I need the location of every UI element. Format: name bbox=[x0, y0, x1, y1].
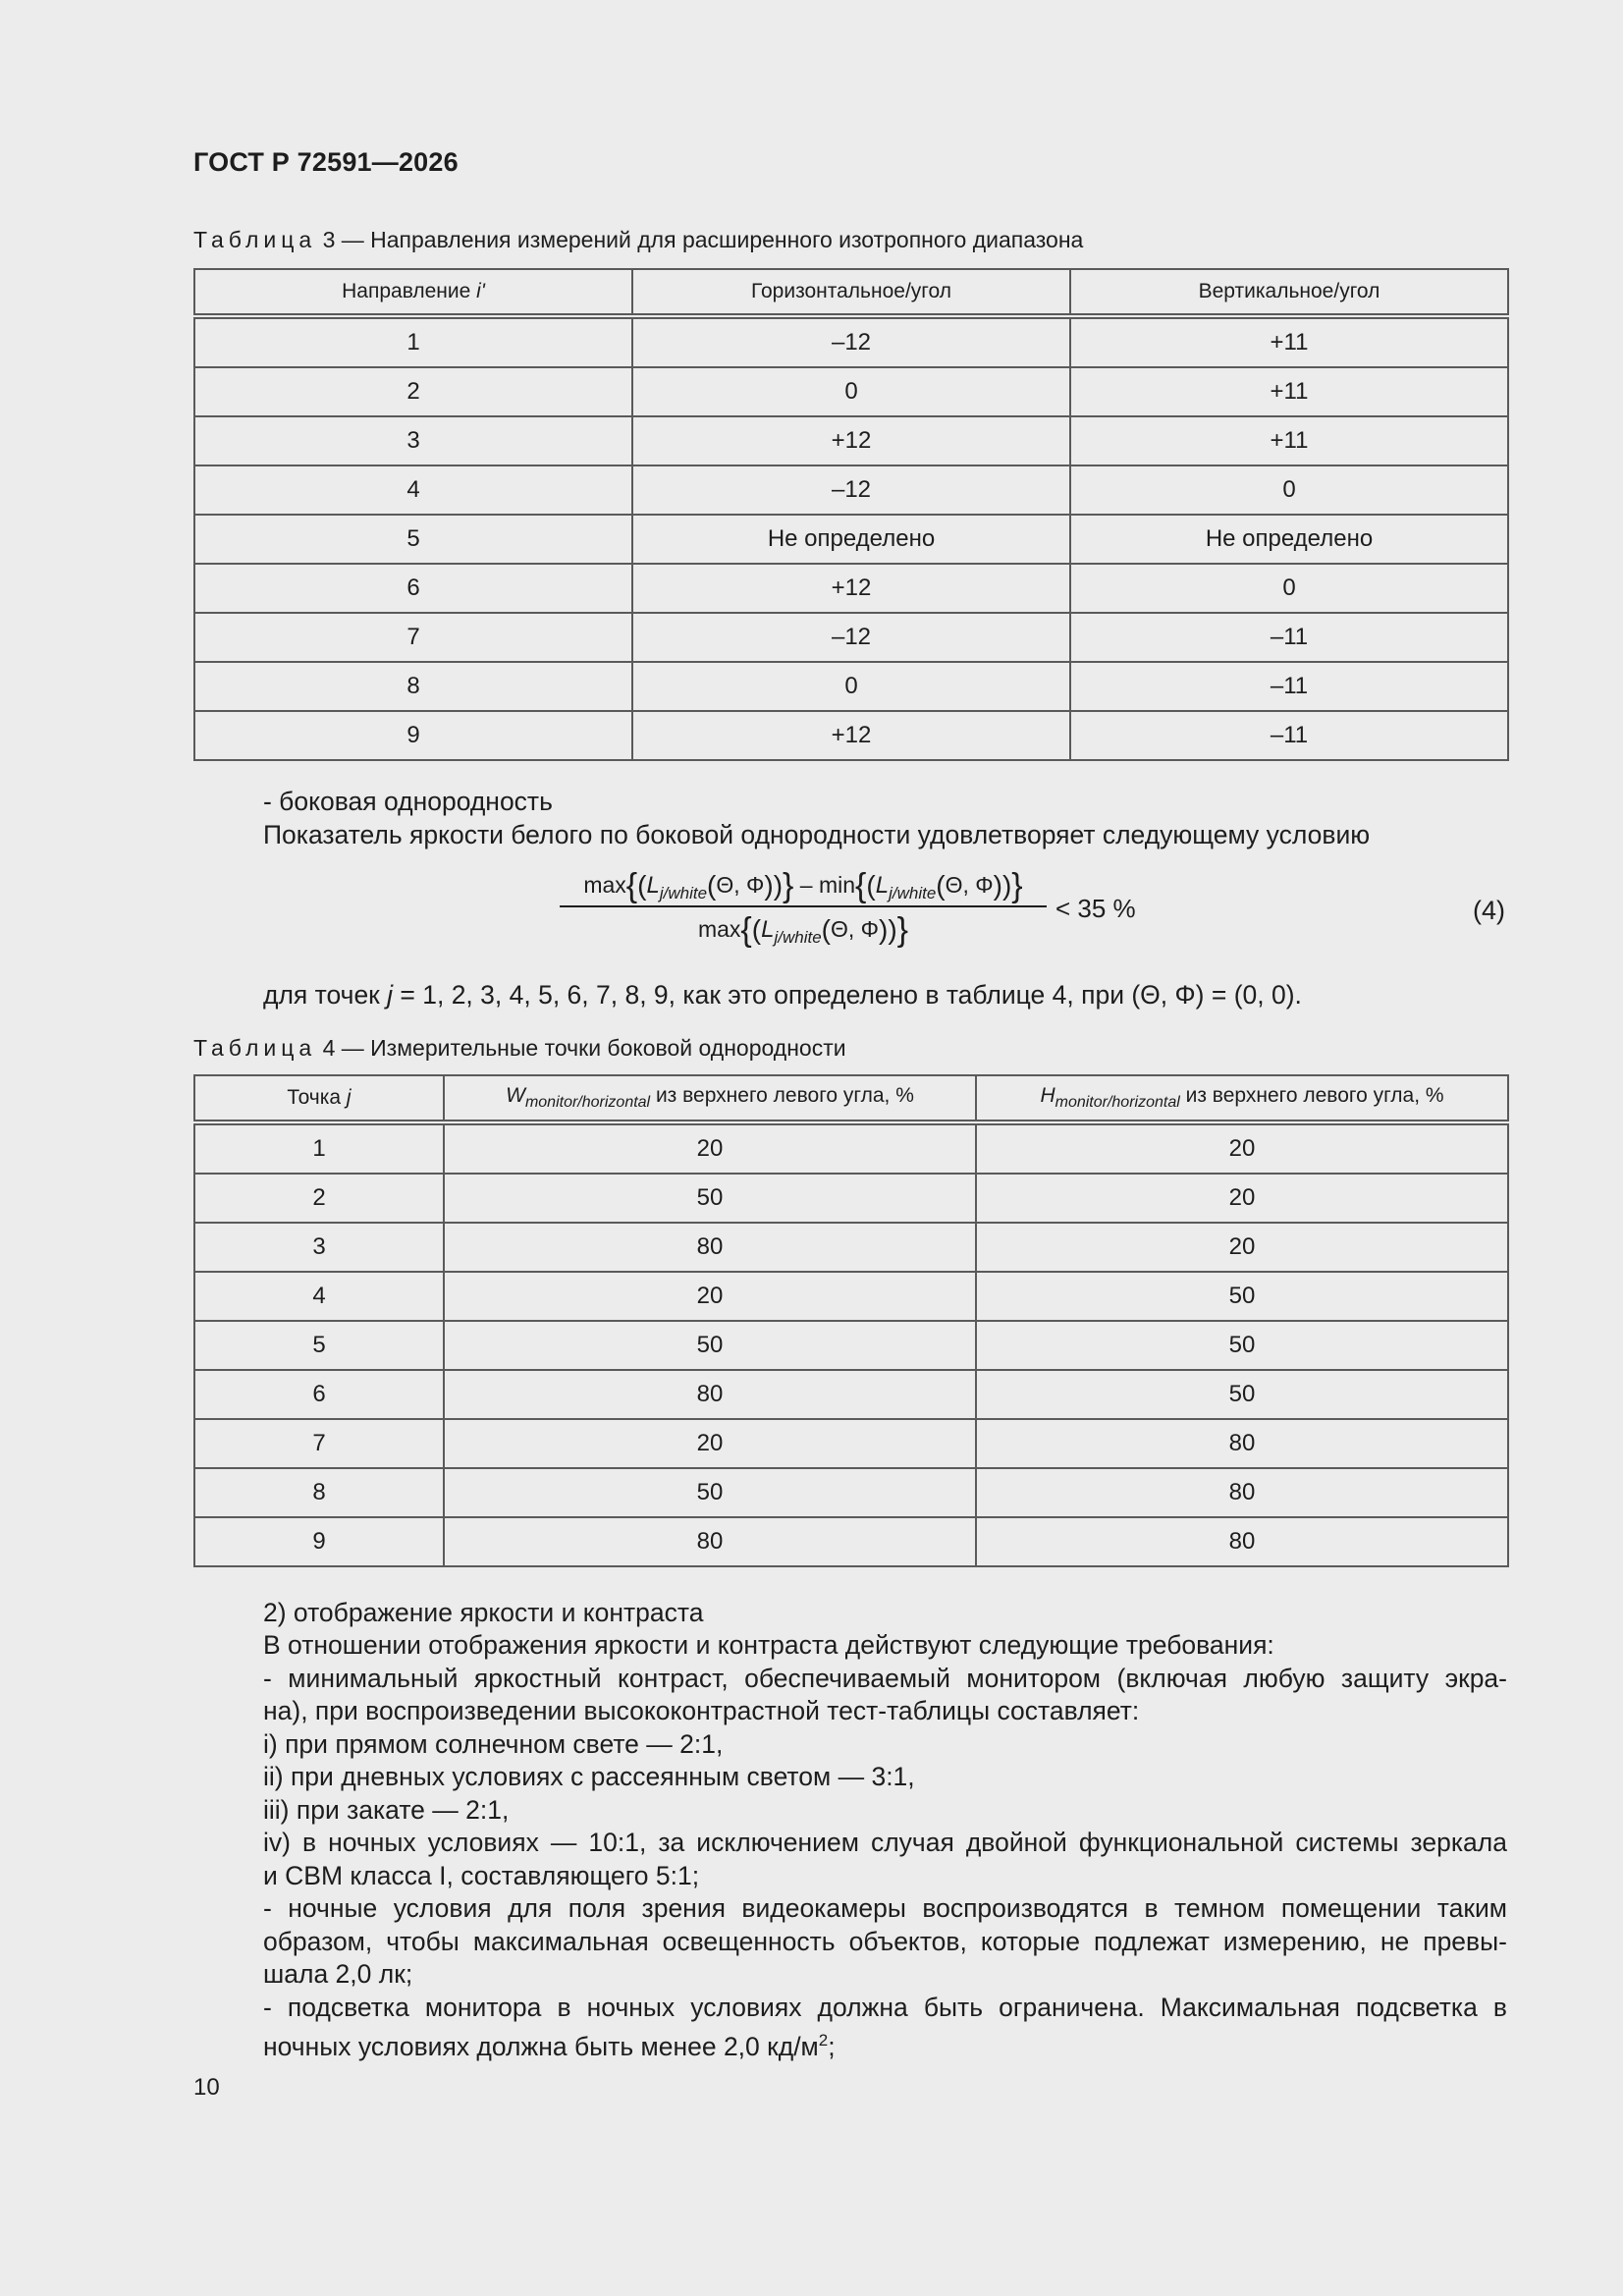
contrast-paragraph-2-line-2: образом, чтобы максимальная освещенность объектов, которые подлежат измерению, не превы- bbox=[263, 1927, 1507, 1956]
table-cell: 80 bbox=[444, 1517, 976, 1566]
contrast-item-iv-line-2: и СВМ класса I, составляющего 5:1; bbox=[263, 1861, 700, 1890]
table-cell: 20 bbox=[976, 1122, 1508, 1174]
table-cell: 20 bbox=[976, 1223, 1508, 1272]
table-cell: 0 bbox=[1070, 465, 1508, 515]
formula-fraction bbox=[558, 864, 1049, 951]
table-row bbox=[194, 1468, 1508, 1517]
table3-header-row bbox=[194, 269, 1508, 316]
table-cell: 1 bbox=[194, 1122, 444, 1174]
table-cell: +11 bbox=[1070, 416, 1508, 465]
lateral-uniformity-intro: Показатель яркости белого по боковой однородности удовлетворяет следующему условию bbox=[263, 820, 1371, 849]
table-row bbox=[194, 564, 1508, 613]
table-row bbox=[194, 515, 1508, 564]
contrast-paragraph-1-line-2: на), при воспроизведении высококонтрастной тест-таблицы составляет: bbox=[263, 1696, 1140, 1725]
table-cell: 80 bbox=[976, 1517, 1508, 1566]
table-cell: 80 bbox=[444, 1370, 976, 1419]
contrast-heading: 2) отображение яркости и контраста bbox=[263, 1598, 704, 1627]
lateral-uniformity-item: - боковая однородность bbox=[263, 787, 553, 816]
table-cell: Не определено bbox=[632, 515, 1070, 564]
table-cell: 5 bbox=[194, 1321, 444, 1370]
table-cell: –11 bbox=[1070, 711, 1508, 760]
table-row bbox=[194, 662, 1508, 711]
table-cell: 7 bbox=[194, 613, 632, 662]
table-row bbox=[194, 367, 1508, 416]
table-row bbox=[194, 613, 1508, 662]
table-cell: 0 bbox=[632, 367, 1070, 416]
table-cell: 20 bbox=[976, 1174, 1508, 1223]
contrast-paragraph-1-line-1: - минимальный яркостный контраст, обеспечиваемый монитором (включая любую защиту экра- bbox=[263, 1664, 1507, 1693]
table-cell: 50 bbox=[444, 1174, 976, 1223]
table-cell: 1 bbox=[194, 316, 632, 367]
table-cell: 80 bbox=[444, 1223, 976, 1272]
table-cell: –12 bbox=[632, 465, 1070, 515]
table3-header-horizontal: Горизонтальное/угол bbox=[632, 269, 1070, 316]
contrast-item-ii: ii) при дневных условиях с рассеянным светом — 3:1, bbox=[263, 1762, 915, 1791]
table-row bbox=[194, 1370, 1508, 1419]
table3-header-vertical: Вертикальное/угол bbox=[1070, 269, 1508, 316]
table3-header-direction: Направление i' bbox=[194, 269, 632, 316]
table-cell: 0 bbox=[632, 662, 1070, 711]
table4-header-point: Точка j bbox=[194, 1075, 444, 1122]
table-cell: 20 bbox=[444, 1419, 976, 1468]
table-row bbox=[194, 465, 1508, 515]
table3-caption-text: 3 — Направления измерений для расширенного изотропного диапазона bbox=[322, 227, 1084, 252]
table-cell: 0 bbox=[1070, 564, 1508, 613]
table-cell: 7 bbox=[194, 1419, 444, 1468]
table-row bbox=[194, 416, 1508, 465]
table-cell: 4 bbox=[194, 465, 632, 515]
table-row bbox=[194, 1419, 1508, 1468]
lateral-uniformity-points: для точек j = 1, 2, 3, 4, 5, 6, 7, 8, 9, как это определено в таблице 4, при (Θ, Φ) = (0, 0). bbox=[263, 980, 1302, 1010]
table-cell: 2 bbox=[194, 367, 632, 416]
contrast-item-iii: iii) при закате — 2:1, bbox=[263, 1795, 510, 1825]
table4-caption bbox=[193, 1035, 846, 1062]
table4-caption-prefix: Таблица bbox=[193, 1035, 317, 1061]
table-cell: Не определено bbox=[1070, 515, 1508, 564]
table-cell: 6 bbox=[194, 564, 632, 613]
table4-header-row bbox=[194, 1075, 1508, 1122]
contrast-paragraph-3-line-2: ночных условиях должна быть менее 2,0 $кд/м^2$; bbox=[263, 2031, 836, 2061]
table-row bbox=[194, 711, 1508, 760]
table3-caption-prefix: Таблица bbox=[193, 227, 317, 252]
table4 bbox=[193, 1074, 1509, 1567]
contrast-paragraph-2-line-1: - ночные условия для поля зрения видеокамеры воспроизводятся в темном помещении таким bbox=[263, 1893, 1507, 1923]
table-cell: 80 bbox=[976, 1419, 1508, 1468]
table-cell: 50 bbox=[444, 1321, 976, 1370]
table-cell: 2 bbox=[194, 1174, 444, 1223]
table-cell: +12 bbox=[632, 711, 1070, 760]
table-cell: –12 bbox=[632, 613, 1070, 662]
table-cell: 50 bbox=[976, 1272, 1508, 1321]
table-cell: 50 bbox=[976, 1321, 1508, 1370]
table-row bbox=[194, 1517, 1508, 1566]
table-cell: 8 bbox=[194, 1468, 444, 1517]
table-row bbox=[194, 1223, 1508, 1272]
formula-denominator: $\max\{(L_{j/white}(\Theta$, Φ))} bbox=[697, 911, 909, 949]
contrast-paragraph-3-line-1: - подсветка монитора в ночных условиях должна быть ограничена. Максимальная подсветка в bbox=[263, 1993, 1507, 2022]
formula-number: (4) bbox=[1473, 896, 1505, 925]
table-cell: 3 bbox=[194, 416, 632, 465]
table-cell: 3 bbox=[194, 1223, 444, 1272]
table-cell: +12 bbox=[632, 564, 1070, 613]
table-cell: +11 bbox=[1070, 367, 1508, 416]
table-cell: +12 bbox=[632, 416, 1070, 465]
contrast-item-i: i) при прямом солнечном свете — 2:1, bbox=[263, 1729, 724, 1759]
table-cell: 6 bbox=[194, 1370, 444, 1419]
table-cell: 20 bbox=[444, 1272, 976, 1321]
table-row bbox=[194, 1174, 1508, 1223]
table-cell: 80 bbox=[976, 1468, 1508, 1517]
table4-header-width: $W_{monitor/horizontal}$ из верхнего левого угла, % bbox=[444, 1075, 976, 1122]
contrast-item-iv-line-1: iv) в ночных условиях — 10:1, за исключением случая двойной функциональной системы зеркала bbox=[263, 1828, 1507, 1857]
contrast-intro: В отношении отображения яркости и контраста действуют следующие требования: bbox=[263, 1630, 1274, 1660]
document-code: ГОСТ Р 72591—2026 bbox=[193, 147, 459, 177]
table-cell: 8 bbox=[194, 662, 632, 711]
table-cell: –11 bbox=[1070, 613, 1508, 662]
page-number: 10 bbox=[193, 2074, 220, 2101]
table3-caption bbox=[193, 227, 1083, 253]
table-cell: 50 bbox=[444, 1468, 976, 1517]
table-row bbox=[194, 1321, 1508, 1370]
table4-header-height: $H_{monitor/horizontal}$ из верхнего левого угла, % bbox=[976, 1075, 1508, 1122]
contrast-paragraph-2-line-3: шала 2,0 лк; bbox=[263, 1959, 413, 1989]
table-cell: –11 bbox=[1070, 662, 1508, 711]
table-cell: 20 bbox=[444, 1122, 976, 1174]
table-cell: 4 bbox=[194, 1272, 444, 1321]
table-row bbox=[194, 1122, 1508, 1174]
table4-caption-text: 4 — Измерительные точки боковой однородности bbox=[322, 1035, 846, 1061]
table-cell: 9 bbox=[194, 1517, 444, 1566]
formula-rhs: < 35 % bbox=[1055, 894, 1136, 923]
table-row bbox=[194, 1272, 1508, 1321]
table-row bbox=[194, 316, 1508, 367]
formula-4 bbox=[558, 864, 1147, 962]
table-cell: +11 bbox=[1070, 316, 1508, 367]
table-cell: 9 bbox=[194, 711, 632, 760]
table-cell: –12 bbox=[632, 316, 1070, 367]
table-cell: 50 bbox=[976, 1370, 1508, 1419]
table-cell: 5 bbox=[194, 515, 632, 564]
table3 bbox=[193, 268, 1509, 761]
formula-numerator: $\max\{(L_{j/white}(\Theta$, $\Phi))\} - \min\{(L_{j/white}(\Theta$, Φ))} bbox=[583, 867, 1023, 904]
